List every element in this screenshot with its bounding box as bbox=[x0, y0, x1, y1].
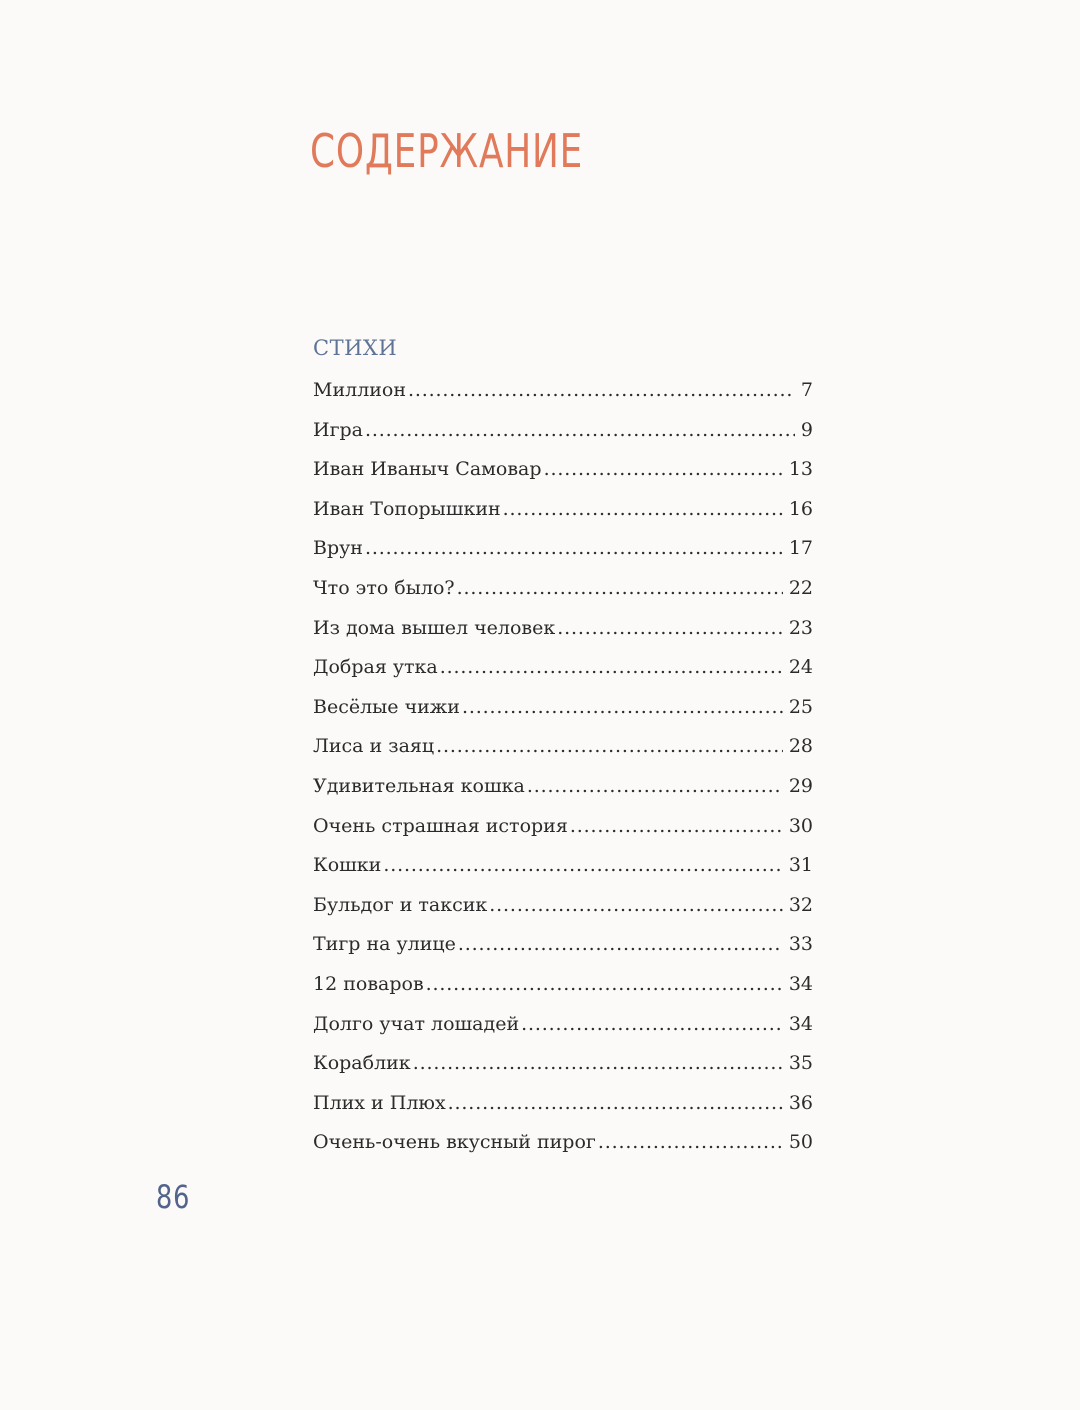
entry-page-number: 36 bbox=[788, 1091, 813, 1114]
entry-title: 12 поваров bbox=[313, 972, 424, 995]
entry-title: Игра bbox=[313, 418, 364, 441]
dot-leader bbox=[544, 455, 783, 483]
toc-entry[interactable] bbox=[313, 851, 813, 891]
toc-entry[interactable] bbox=[313, 1010, 813, 1050]
dot-leader bbox=[440, 653, 783, 681]
toc-entry[interactable] bbox=[313, 1128, 813, 1168]
entry-page-number: 29 bbox=[788, 774, 813, 797]
entry-page-number: 28 bbox=[788, 735, 813, 758]
entry-title: Очень страшная история bbox=[313, 814, 568, 837]
dot-leader bbox=[557, 614, 783, 642]
entry-title: Из дома вышел человек bbox=[313, 616, 556, 639]
dot-leader bbox=[413, 1049, 783, 1077]
entry-title: Кошки bbox=[313, 854, 382, 877]
toc-entry[interactable] bbox=[313, 455, 813, 495]
dot-leader bbox=[365, 416, 795, 444]
dot-leader bbox=[503, 495, 783, 523]
entry-page-number: 7 bbox=[800, 379, 813, 401]
dot-leader bbox=[448, 1089, 783, 1117]
dot-leader bbox=[457, 574, 783, 602]
page-number: 86 bbox=[156, 1178, 191, 1216]
entry-title: Что это было? bbox=[313, 576, 455, 599]
entry-page-number: 32 bbox=[788, 893, 813, 916]
entry-title: Врун bbox=[313, 537, 363, 560]
dot-leader bbox=[365, 534, 783, 562]
entry-title: Иван Иваныч Самовар bbox=[313, 458, 542, 481]
dot-leader bbox=[436, 732, 783, 760]
toc-entry[interactable] bbox=[313, 614, 813, 654]
toc-entry[interactable] bbox=[313, 1049, 813, 1089]
entry-title: Лиса и заяц bbox=[313, 735, 435, 758]
toc-entry[interactable] bbox=[313, 970, 813, 1010]
entry-title: Плих и Плюх bbox=[313, 1091, 446, 1114]
entry-title: Удивительная кошка bbox=[313, 774, 525, 797]
entry-title: Добрая утка bbox=[313, 656, 438, 679]
toc-entry[interactable] bbox=[313, 1089, 813, 1129]
entry-page-number: 34 bbox=[788, 1012, 813, 1035]
entry-title: Долго учат лошадей bbox=[313, 1012, 520, 1035]
entry-page-number: 23 bbox=[788, 616, 813, 639]
toc-entry[interactable] bbox=[313, 574, 813, 614]
entry-title: Очень-очень вкусный пирог bbox=[313, 1131, 596, 1154]
table-of-contents bbox=[313, 376, 813, 1168]
entry-title: Весёлые чижи bbox=[313, 695, 460, 718]
entry-title: Бульдог и таксик bbox=[313, 893, 488, 916]
dot-leader bbox=[408, 376, 795, 404]
toc-entry[interactable] bbox=[313, 416, 813, 456]
entry-page-number: 22 bbox=[788, 576, 813, 599]
dot-leader bbox=[527, 772, 783, 800]
entry-page-number: 33 bbox=[788, 933, 813, 956]
entry-title: Кораблик bbox=[313, 1052, 411, 1075]
entry-page-number: 9 bbox=[800, 418, 813, 441]
toc-entry[interactable] bbox=[313, 930, 813, 970]
entry-page-number: 17 bbox=[788, 537, 813, 560]
toc-entry[interactable] bbox=[313, 693, 813, 733]
section-heading: СТИХИ bbox=[313, 336, 398, 360]
dot-leader bbox=[458, 930, 783, 958]
entry-title: Тигр на улице bbox=[313, 933, 456, 956]
dot-leader bbox=[383, 851, 782, 879]
toc-entry[interactable] bbox=[313, 653, 813, 693]
entry-title: Миллион bbox=[313, 379, 407, 401]
entry-page-number: 31 bbox=[788, 854, 813, 877]
toc-entry[interactable] bbox=[313, 376, 813, 416]
dot-leader bbox=[598, 1128, 783, 1156]
dot-leader bbox=[462, 693, 783, 721]
dot-leader bbox=[570, 812, 783, 840]
entry-page-number: 24 bbox=[788, 656, 813, 679]
toc-entry[interactable] bbox=[313, 812, 813, 852]
toc-entry[interactable] bbox=[313, 732, 813, 772]
entry-page-number: 30 bbox=[788, 814, 813, 837]
dot-leader bbox=[426, 970, 783, 998]
entry-page-number: 35 bbox=[788, 1052, 813, 1075]
entry-page-number: 16 bbox=[788, 497, 813, 520]
entry-page-number: 13 bbox=[788, 458, 813, 481]
toc-entry[interactable] bbox=[313, 772, 813, 812]
entry-page-number: 34 bbox=[788, 972, 813, 995]
toc-entry[interactable] bbox=[313, 495, 813, 535]
dot-leader bbox=[489, 891, 783, 919]
entry-page-number: 50 bbox=[788, 1131, 813, 1154]
entry-page-number: 25 bbox=[788, 695, 813, 718]
entry-title: Иван Топорышкин bbox=[313, 497, 501, 520]
page-title: СОДЕРЖАНИЕ bbox=[310, 124, 584, 178]
dot-leader bbox=[521, 1010, 783, 1038]
toc-entry[interactable] bbox=[313, 534, 813, 574]
toc-entry[interactable] bbox=[313, 891, 813, 931]
